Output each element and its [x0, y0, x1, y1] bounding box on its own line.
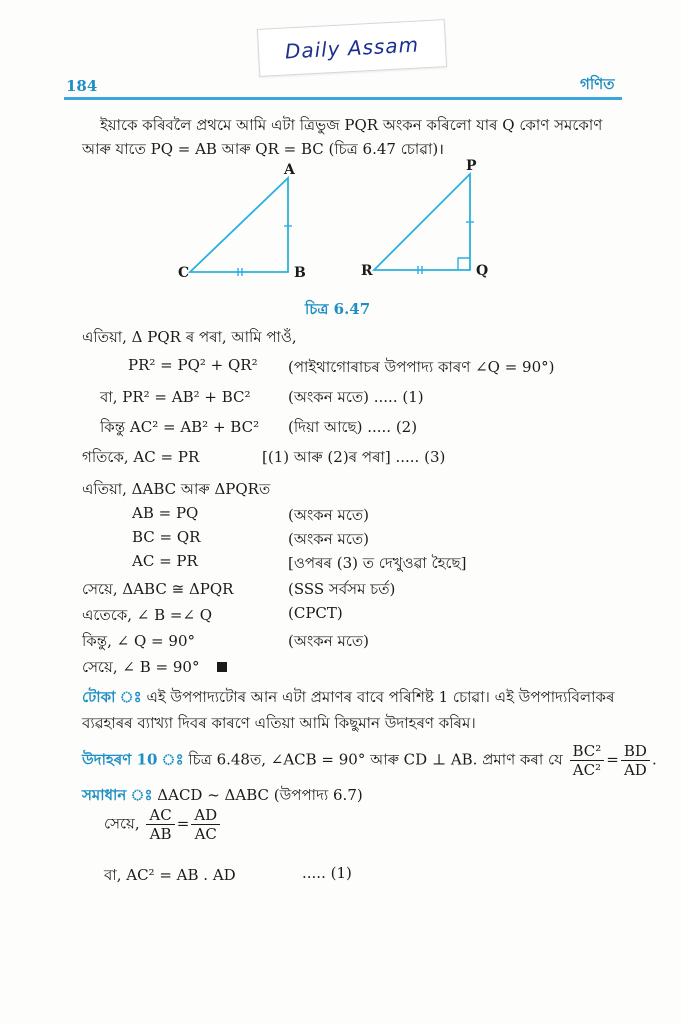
solution-equals: = — [176, 814, 190, 833]
proof-line-7-reason: (অংকন মতে) — [288, 506, 369, 524]
solution-text: ΔACD ~ ΔABC (উপপাদ্য 6.7) — [157, 786, 363, 804]
proof-line-13-text: সেয়ে, ∠ B = 90° — [82, 658, 200, 676]
proof-line-9: AC = PR — [132, 552, 198, 570]
triangle-abc-shape — [190, 178, 288, 272]
solution-line-3-ref: ..... (1) — [302, 864, 352, 882]
proof-line-13 — [82, 656, 227, 681]
note-label: টোকা ঃ — [82, 688, 142, 706]
proof-line-6: এতিয়া, ΔABC আৰু ΔPQRত — [82, 480, 271, 498]
note-line-2: ব্যৱহাৰৰ ব্যাখ্যা দিবৰ কাৰণে এতিয়া আমি কিছুমান উদাহৰণ কৰিম। — [82, 714, 476, 732]
subject-header: গণিত — [580, 75, 615, 93]
solution-line-2 — [104, 806, 222, 843]
example-frac2-num: BD — [621, 742, 650, 761]
proof-line-7: AB = PQ — [132, 504, 199, 522]
example-fraction-1 — [570, 742, 605, 779]
note-line-1 — [82, 686, 614, 711]
intro-line-1: ইয়াকে কৰিবলৈ প্ৰথমে আমি এটা ত্ৰিভুজ PQR অংকন কৰিলো যাৰ Q কোণ সমকোণ — [100, 116, 603, 134]
proof-line-8-reason: (অংকন মতে) — [288, 530, 369, 548]
solution-line-3: বা, AC² = AB . AD — [104, 866, 236, 884]
proof-line-11-reason: (CPCT) — [288, 604, 343, 622]
qed-square-icon — [217, 662, 227, 672]
example-line — [82, 742, 657, 779]
proof-line-5: গতিকে, AC = PR — [82, 448, 200, 466]
proof-line-12: কিন্তু, ∠ Q = 90° — [82, 632, 195, 650]
solution-s2-lead: সেয়ে, — [104, 814, 140, 833]
page-number: 184 — [66, 77, 98, 95]
proof-line-10-reason: (SSS সৰ্বসম চৰ্ত) — [288, 580, 396, 598]
header-rule — [64, 97, 622, 100]
watermark-stamp — [257, 19, 447, 77]
triangle-pqr-shape — [374, 174, 470, 270]
vertex-a: A — [284, 162, 295, 178]
example-frac1-num: BC² — [570, 742, 605, 761]
proof-line-1: এতিয়া, Δ PQR ৰ পৰা, আমি পাওঁ, — [82, 328, 297, 346]
intro-line-2: আৰু যাতে PQ = AB আৰু QR = BC (চিত্ৰ 6.47 চোৱা)। — [82, 140, 444, 158]
note-text-1: এই উপপাদ্যটোৰ আন এটা প্ৰমাণৰ বাবে পৰিশিষ্ট 1 চোৱা। এই উপপাদ্যবিলাকৰ — [146, 688, 615, 706]
solution-f2-den: AC — [194, 825, 217, 843]
example-text: চিত্ৰ 6.48ত, ∠ACB = 90° আৰু CD ⊥ AB. প্ৰমাণ কৰা যে — [188, 750, 563, 769]
example-end: . — [651, 750, 657, 769]
proof-line-3-reason: (অংকন মতে) ..... (1) — [288, 388, 424, 406]
proof-line-10: সেয়ে, ΔABC ≅ ΔPQR — [82, 580, 234, 598]
solution-label: সমাধান ঃ — [82, 786, 153, 804]
example-label: উদাহৰণ 10 ঃ — [82, 750, 184, 769]
vertex-c: C — [178, 265, 190, 281]
proof-line-4: কিন্তু AC² = AB² + BC² — [100, 418, 260, 436]
proof-line-3: বা, PR² = AB² + BC² — [100, 388, 251, 406]
vertex-q: Q — [476, 263, 489, 279]
solution-f1-den: AB — [149, 825, 172, 843]
triangle-pqr — [360, 160, 520, 285]
example-fraction-2 — [621, 742, 650, 779]
solution-f2-num: AD — [191, 806, 220, 825]
triangle-abc — [170, 160, 330, 285]
right-angle-mark — [458, 258, 470, 270]
proof-line-12-reason: (অংকন মতে) — [288, 632, 369, 650]
example-equals: = — [606, 750, 619, 769]
solution-f1-num: AC — [146, 806, 174, 825]
example-frac2-den: AD — [623, 761, 647, 779]
figure-caption: চিত্ৰ 6.47 — [305, 300, 371, 318]
proof-line-2-reason: (পাইথাগোৰাচৰ উপপাদ্য কাৰণ ∠Q = 90°) — [288, 358, 555, 376]
proof-line-9-reason: [ওপৰৰ (3) ত দেখুওৱা হৈছে] — [288, 554, 467, 572]
solution-fraction-1 — [146, 806, 174, 843]
solution-fraction-2 — [191, 806, 220, 843]
example-frac1-den: AC² — [572, 761, 602, 779]
proof-line-11: এতেকে, ∠ B =∠ Q — [82, 606, 213, 624]
stamp-text: Daily Assam — [284, 32, 420, 64]
proof-line-4-reason: (দিয়া আছে) ..... (2) — [288, 418, 418, 436]
vertex-b: B — [294, 265, 306, 281]
vertex-r: R — [361, 263, 373, 279]
proof-line-2: PR² = PQ² + QR² — [128, 356, 258, 374]
proof-line-5-reason: [(1) আৰু (2)ৰ পৰা] ..... (3) — [262, 448, 446, 466]
proof-line-8: BC = QR — [132, 528, 201, 546]
vertex-p: P — [466, 158, 477, 174]
